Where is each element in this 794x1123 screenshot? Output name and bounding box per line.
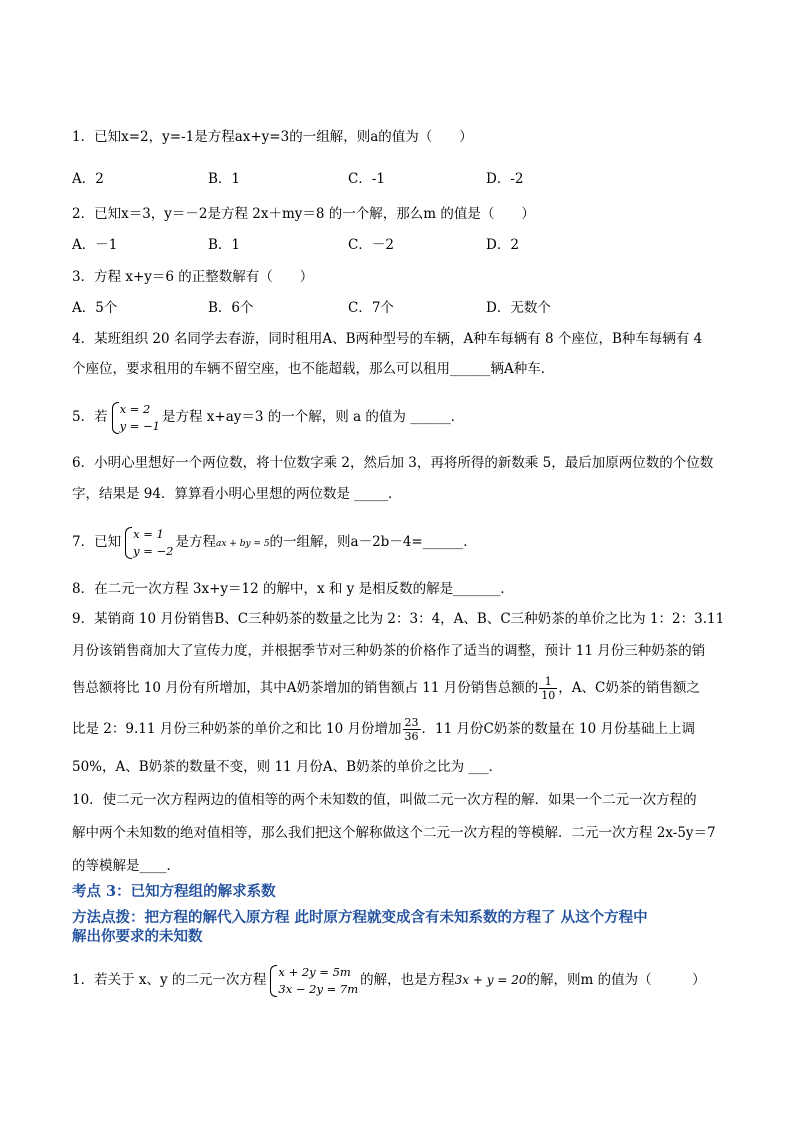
q5-system-eq1: x = 2 [119,401,151,416]
q2-option-a: A．－1 [72,237,118,253]
p1-suffix: 的解，则m 的值为（ ） [526,972,706,988]
q6-line-2: 字，结果是 94．算算看小明心里想的两位数是 _____． [72,486,402,502]
q9-fraction-1-den: 10 [541,689,556,702]
q7-suffix: 的一组解，则a－2b－4=______． [269,534,477,550]
q7-prefix: 7．已知 [72,534,122,550]
q7-equation: ax + by = 5 [216,539,270,549]
q3-option-d: D．无数个 [486,300,551,316]
p1-system-eq2: 3x − 2y = 7m [278,981,359,996]
q9-fraction-1-num: 1 [539,675,557,689]
q9-line-3 [72,672,700,704]
p1-prefix: 1．若关于 x、y 的二元一次方程 [72,972,267,988]
q1-option-b: B．1 [208,171,241,187]
p1-system-eq1: x + 2y = 5m [278,964,351,979]
q4-line-1: 4．某班组织 20 名同学去春游，同时租用A、B两种型号的车辆，A种车每辆有 8 个座位，B种车每辆有 4 [72,331,703,347]
q10-line-3: 的等模解是____． [72,858,180,874]
q7-system-eq2: y = −2 [133,543,174,558]
q2-option-c: C．－2 [348,237,394,253]
q9-fraction-2 [403,716,421,743]
q9-line-4-a: 比是 2：9.11 月份三种奶茶的单价之和比 10 月份增加 [72,721,402,737]
q2-option-b: B．1 [208,237,241,253]
q9-fraction-2-den: 36 [404,730,419,743]
q2-option-d: D．2 [486,237,519,253]
q5 [72,398,464,436]
q6-line-1: 6．小明心里想好一个两位数，将十位数字乘 2，然后加 3，再将所得的新数乘 5，最后加原两位数的个位数 [72,455,714,471]
q9-line-1: 9．某销商 10 月份销售B、C三种奶茶的数量之比为 2：3：4，A、B、C三种奶茶的单价之比为 1：2：3.11 [72,611,725,627]
p1-system [268,964,358,998]
q9-fraction-1 [539,675,557,702]
q3-option-b: B．6个 [208,300,254,316]
q9-line-3-a: 售总额将比 10 月份有所增加，其中A奶茶增加的销售额占 11 月份销售总额的 [72,680,539,696]
q9-fraction-2-num: 23 [404,716,419,729]
q1-stem: 1．已知x=2，y=-1是方程ax+y=3的一组解，则a的值为（ ） [72,129,473,145]
q1-option-c: C．-1 [348,171,385,187]
method-tip-line-2: 解出你要求的未知数 [72,928,203,945]
q9-line-4-b: ．11 月份C奶茶的数量在 10 月份基础上上调 [421,721,696,737]
p1-equation: 3x + y = 20 [454,973,527,987]
q5-system [110,401,160,435]
q3-option-a: A．5个 [72,300,118,316]
q9-line-3-b: ，A、C奶茶的销售额之 [558,680,700,696]
q9-line-4 [72,713,695,745]
q5-prefix: 5．若 [72,409,108,425]
q5-system-eq2: y = −1 [119,418,160,433]
q7-mid: 是方程 [175,534,216,550]
q7-system [123,526,173,560]
q8: 8．在二元一次方程 3x+y＝12 的解中，x 和 y 是相反数的解是_______． [72,581,514,597]
q3-stem: 3．方程 x+y＝6 的正整数解有（ ） [72,269,314,285]
q9-line-2: 月份该销售商加大了宣传力度，并根据季节对三种奶茶的价格作了适当的调整，预计 11 月份三种奶茶的销 [72,643,706,659]
q3-option-c: C．7个 [348,300,394,316]
q7-system-eq1: x = 1 [133,526,164,541]
section-title: 考点 3：已知方程组的解求系数 [72,883,276,900]
q7 [72,523,477,563]
q1-option-d: D．-2 [486,171,524,187]
method-tip-line-1: 方法点拨：把方程的解代入原方程 此时原方程就变成含有未知系数的方程了 从这个方程中 [72,909,648,926]
q2-stem: 2．已知x＝3，y＝－2是方程 2x＋my＝8 的一个解，那么m 的值是（ ） [72,206,535,222]
q10-line-1: 10．使二元一次方程两边的值相等的两个未知数的值，叫做二元一次方程的解．如果一个二元一次方程的 [72,792,697,808]
q4-line-2: 个座位，要求租用的车辆不留空座，也不能超载，那么可以租用______辆A种车． [72,361,555,377]
q10-line-2: 解中两个未知数的绝对值相等，那么我们把这个解称做这个二元一次方程的等模解．二元一次方程 2x-5y＝7 [72,825,716,841]
p1-mid: 的解，也是方程 [360,972,455,988]
q5-suffix: 是方程 x+ay＝3 的一个解，则 a 的值为 ______． [162,409,465,425]
p1 [72,960,706,1000]
q1-option-a: A．2 [72,171,104,187]
q9-line-5: 50%，A、B奶茶的数量不变，则 11 月份A、B奶茶的单价之比为 ___． [72,759,503,775]
